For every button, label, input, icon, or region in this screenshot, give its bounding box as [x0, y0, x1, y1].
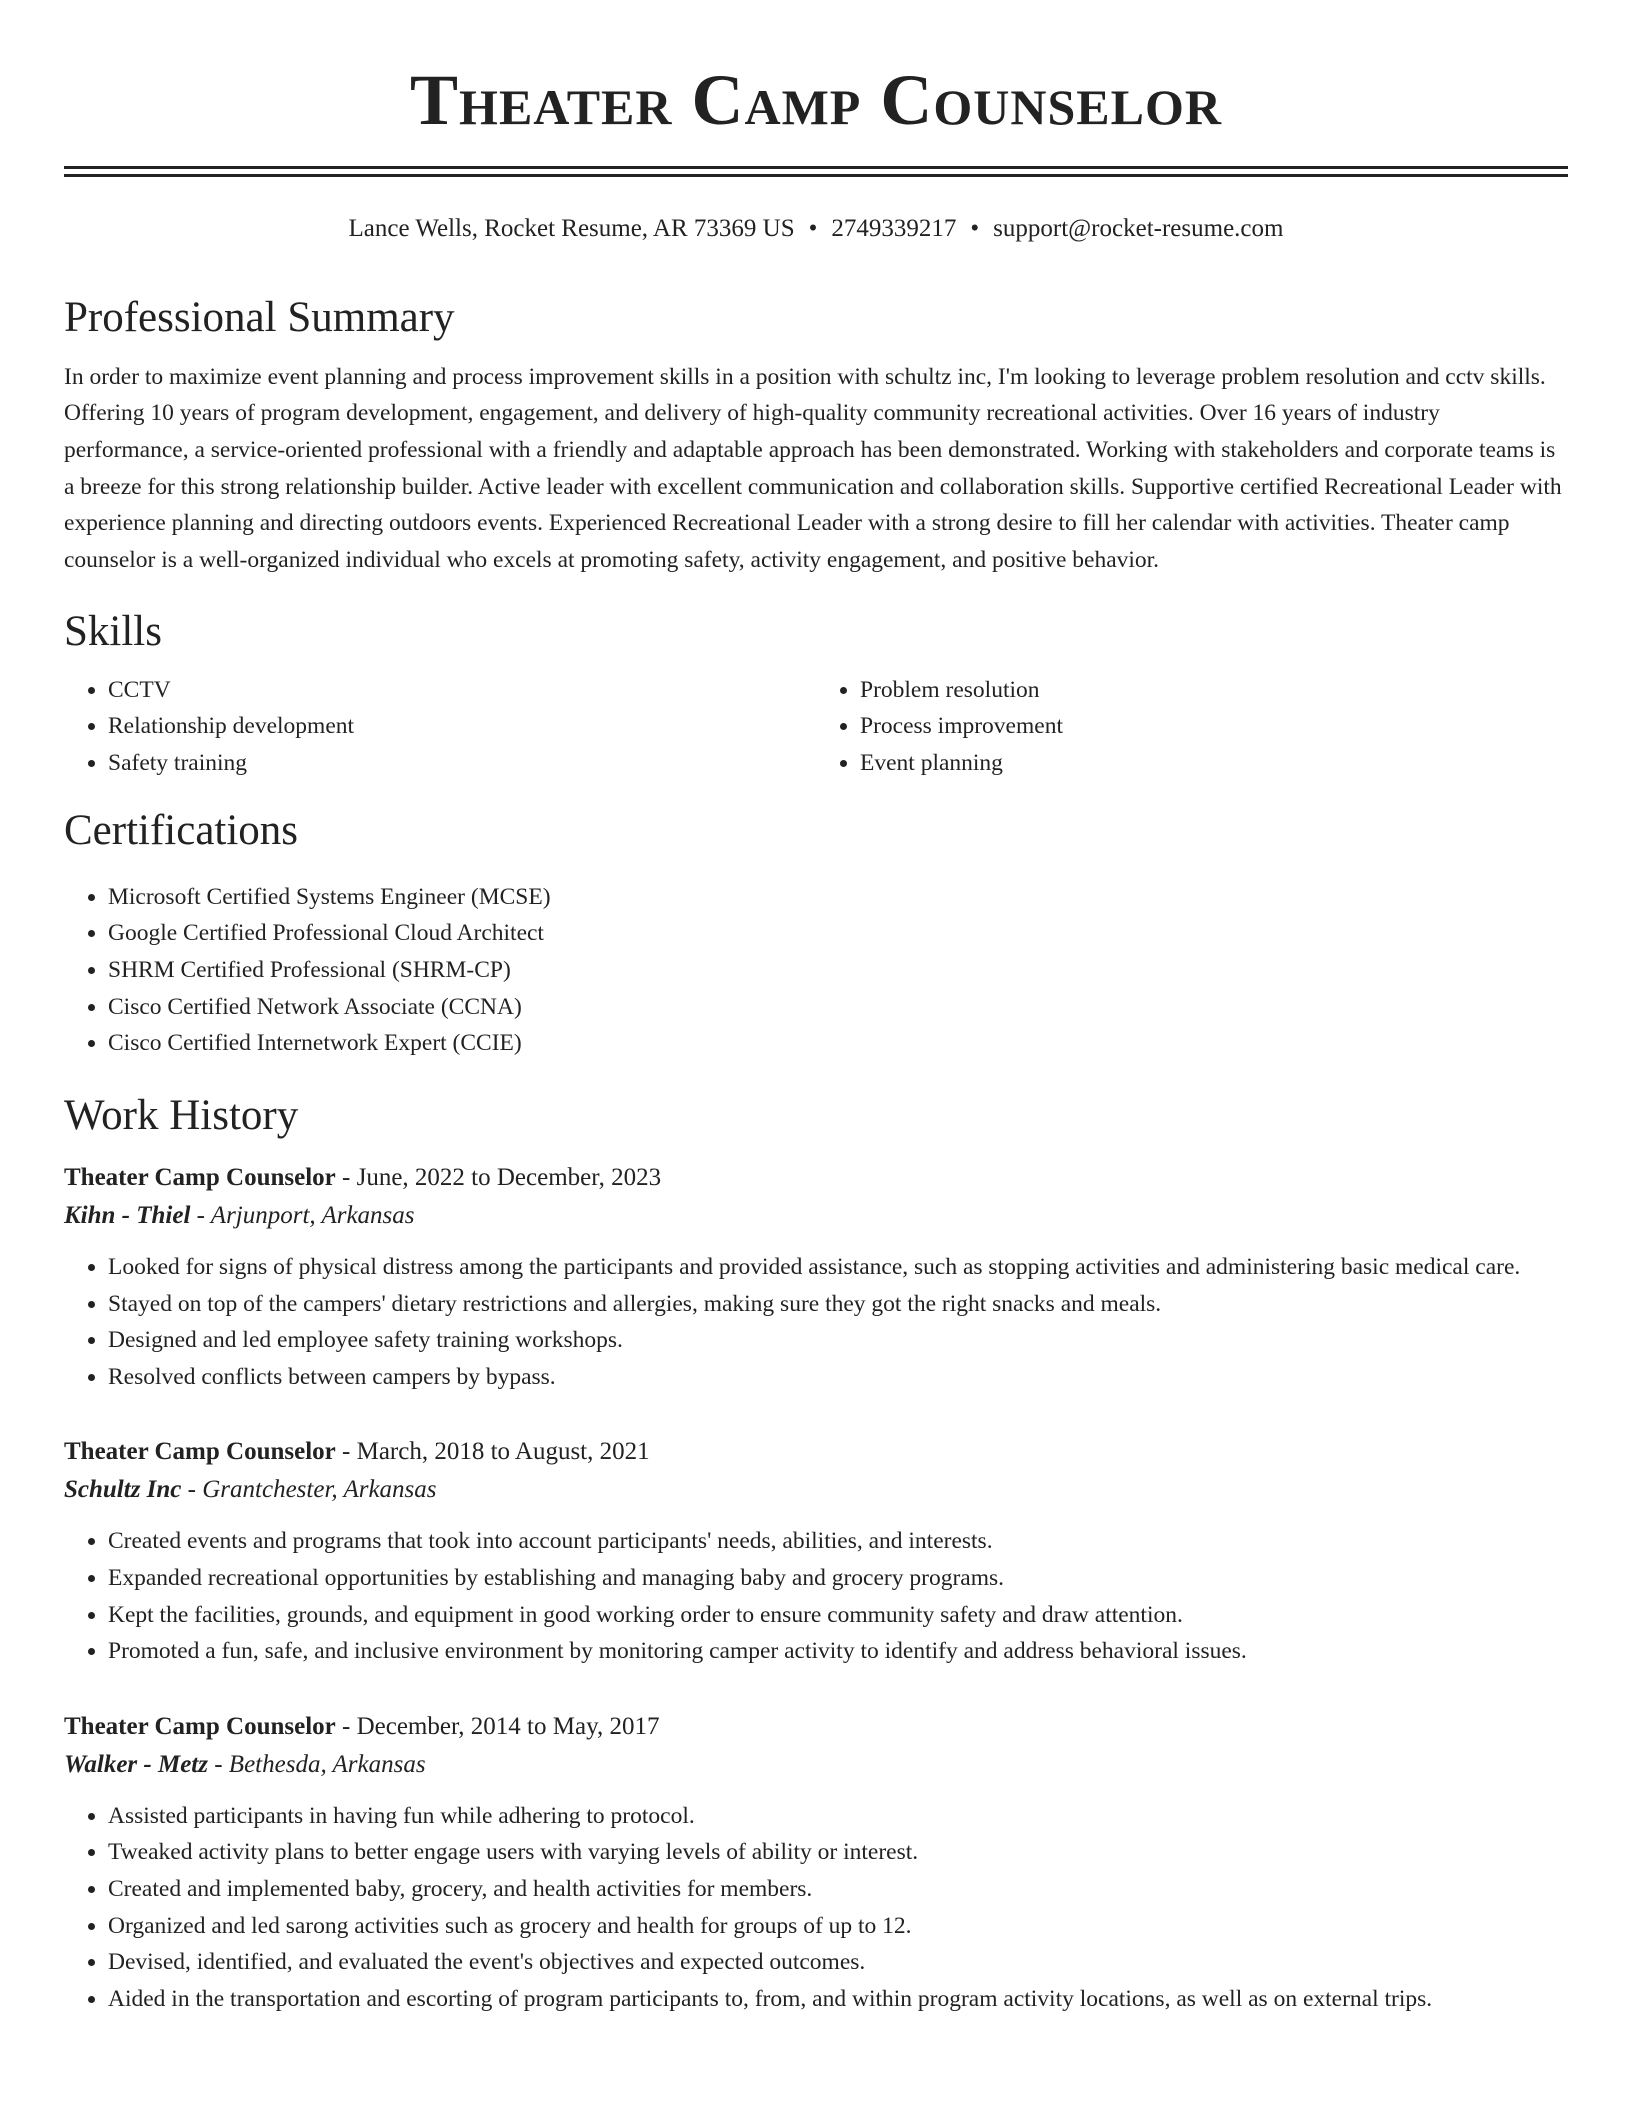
job-bullet: • Resolved conflicts between campers by bypass. [108, 1359, 1568, 1396]
job-company: Kihn - Thiel [64, 1202, 191, 1229]
certification-item: • SHRM Certified Professional (SHRM-CP) [108, 952, 1568, 989]
job-title: Theater Camp Counselor [64, 1712, 336, 1740]
certification-item: • Microsoft Certified Systems Engineer (MCSE) [108, 879, 1568, 916]
job-bullets [64, 1798, 1568, 2018]
contact-email: support@rocket-resume.com [993, 215, 1284, 242]
job-location: - Arjunport, Arkansas [190, 1202, 415, 1229]
job-title-line [64, 1433, 1568, 1471]
job-bullet: • Promoted a fun, safe, and inclusive environment by monitoring camper activity to identify and address behavioral issues. [108, 1633, 1568, 1670]
contact-line [64, 213, 1568, 246]
skill-item: • Event planning [860, 745, 1568, 782]
job-title-line [64, 1159, 1568, 1197]
skills-list-left [64, 672, 816, 782]
job-title: Theater Camp Counselor [64, 1164, 336, 1191]
job-bullets [64, 1249, 1568, 1395]
resume-name: Theater Camp Counselor [410, 60, 1222, 140]
job-location: - Bethesda, Arkansas [207, 1750, 426, 1778]
job-company: Schultz Inc [64, 1476, 182, 1504]
job-bullet: • Organized and led sarong activities such as grocery and health for groups of up to 12. [108, 1908, 1568, 1945]
job-company-line [64, 1746, 1568, 1784]
summary-heading: Professional Summary [64, 293, 455, 341]
skills-columns [64, 672, 1568, 782]
skill-item: • Problem resolution [860, 672, 1568, 709]
job-bullet: • Tweaked activity plans to better engage users with varying levels of ability or interest. [108, 1834, 1568, 1871]
skill-item: • Process improvement [860, 708, 1568, 745]
job-company: Walker - Metz [64, 1750, 208, 1778]
work-history-heading: Work History [64, 1091, 299, 1139]
job-entry [64, 1708, 1568, 2018]
job-bullet: • Looked for signs of physical distress among the participants and provided assistance, such as stopping activities and administering basic medical care. [108, 1249, 1568, 1286]
contact-separator: • [808, 215, 818, 242]
job-bullet: • Expanded recreational opportunities by establishing and managing baby and grocery programs. [108, 1560, 1568, 1597]
job-dates: - December, 2014 to May, 2017 [335, 1712, 660, 1740]
job-bullet: • Aided in the transportation and escorting of program participants to, from, and within program activity locations, as well as on external trips. [108, 1981, 1568, 2018]
certification-item: • Cisco Certified Internetwork Expert (CCIE) [108, 1025, 1568, 1062]
skills-list-right [816, 672, 1568, 782]
job-bullet: • Designed and led employee safety training workshops. [108, 1322, 1568, 1359]
skill-item: • CCTV [108, 672, 816, 709]
job-company-line [64, 1197, 1568, 1235]
certification-item: • Cisco Certified Network Associate (CCNA) [108, 989, 1568, 1026]
job-bullets [64, 1523, 1568, 1669]
skill-item: • Relationship development [108, 708, 816, 745]
skills-heading: Skills [64, 608, 162, 656]
job-bullet: • Assisted participants in having fun while adhering to protocol. [108, 1798, 1568, 1835]
contact-address: Lance Wells, Rocket Resume, AR 73369 US [348, 215, 795, 242]
job-bullet: • Created events and programs that took into account participants' needs, abilities, and interests. [108, 1523, 1568, 1560]
summary-text: In order to maximize event planning and process improvement skills in a position with schultz inc, I'm looking to leverage problem resolution and cctv skills. Offering 10 years of program development, engagement, and delivery of high-quality community recreational activities. Over 16 years of industry performance, a service-oriented professional with a friendly and adaptable approach has been demonstrated. Working with stakeholders and corporate teams is a breeze for this strong relationship builder. Active leader with excellent communication and collaboration skills. Supportive certified Recreational Leader with experience planning and directing outdoors events. Experienced Recreational Leader with a strong desire to fill her calendar with activities. Theater camp counselor is a well-organized individual who excels at promoting safety, activity engagement, and positive behavior. [64, 363, 1562, 573]
job-bullet: • Stayed on top of the campers' dietary restrictions and allergies, making sure they got the right snacks and meals. [108, 1286, 1568, 1323]
job-entry [64, 1159, 1568, 1395]
job-location: - Grantchester, Arkansas [181, 1476, 437, 1504]
job-dates: - March, 2018 to August, 2021 [335, 1438, 650, 1466]
contact-phone: 2749339217 [831, 215, 957, 242]
certifications-list [64, 879, 1568, 1062]
header-rule-bottom [64, 174, 1568, 177]
job-title: Theater Camp Counselor [64, 1438, 336, 1466]
job-title-line [64, 1708, 1568, 1746]
job-company-line [64, 1471, 1568, 1509]
certifications-heading: Certifications [64, 807, 299, 855]
contact-separator: • [970, 215, 980, 242]
job-bullet: • Devised, identified, and evaluated the event's objectives and expected outcomes. [108, 1944, 1568, 1981]
job-bullet: • Created and implemented baby, grocery, and health activities for members. [108, 1871, 1568, 1908]
job-dates: - June, 2022 to December, 2023 [335, 1164, 662, 1191]
job-bullet: • Kept the facilities, grounds, and equipment in good working order to ensure community safety and draw attention. [108, 1597, 1568, 1634]
header-rule-top [64, 166, 1568, 169]
job-entry [64, 1433, 1568, 1669]
skill-item: • Safety training [108, 745, 816, 782]
certification-item: • Google Certified Professional Cloud Architect [108, 915, 1568, 952]
